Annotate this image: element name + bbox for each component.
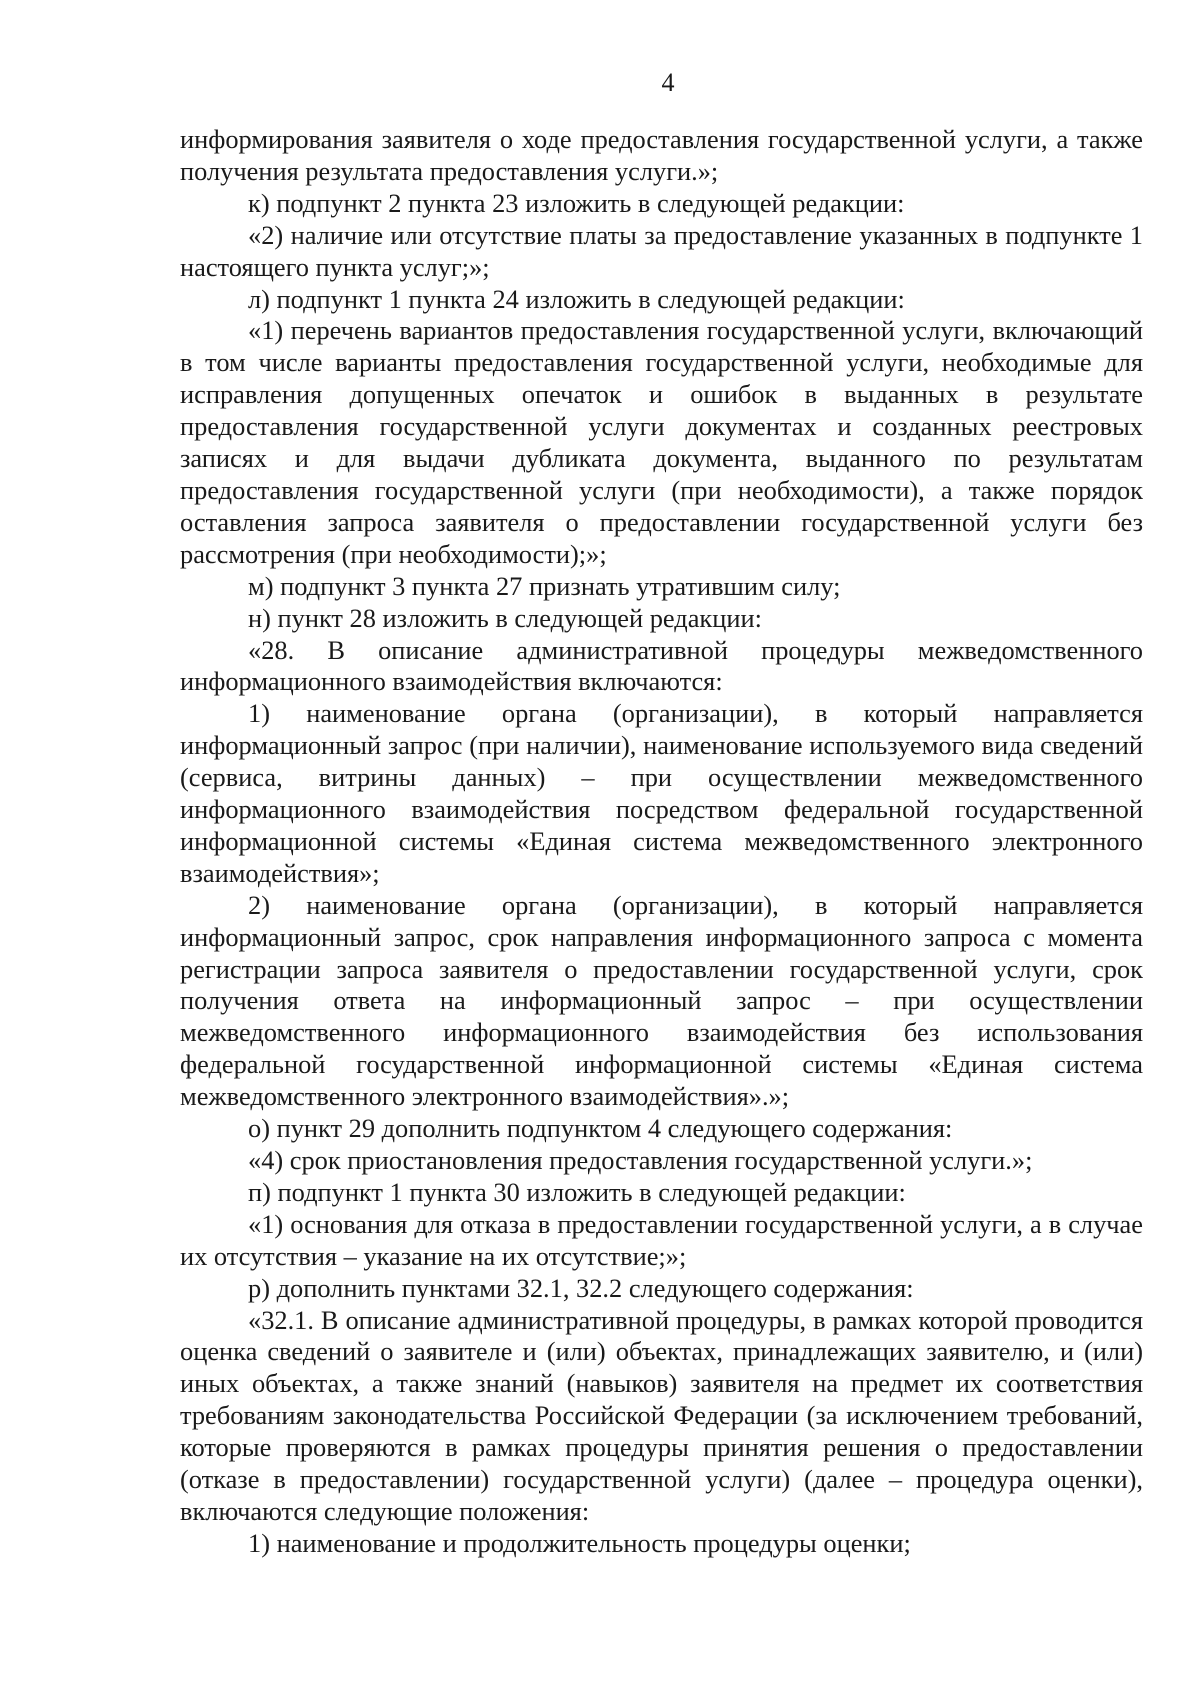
paragraph: н) пункт 28 изложить в следующей редакции: [248,602,762,633]
paragraph: 1) наименование органа (организации), в который направляется информационный запрос (при наличии), наименование используемого вида сведений (сервиса, витрины данных) – при осуществлении межведомственного информационного взаимодействия посредством федеральной государственной информационной системы «Единая система межведомственного электронного взаимодействия»; [180,698,1143,888]
paragraph: информирования заявителя о ходе предоставления государственной услуги, а также получения результата предоставления услуги.»; [180,124,1143,186]
paragraph: 1) наименование и продолжительность процедуры оценки; [248,1527,911,1558]
paragraph: «4) срок приостановления предоставления государственной услуги.»; [248,1145,1033,1175]
paragraph: п) подпункт 1 пункта 30 изложить в следующей редакции: [248,1176,906,1207]
document-body [180,124,1143,1560]
paragraph: 2) наименование органа (организации), в который направляется информационный запрос, срок направления информационного запроса с момента регистрации запроса заявителя о предоставлении государственной услуги, срок получения ответа на информационный запрос – при осуществлении межведомственного информационного взаимодействия без использования федеральной государственной информационной системы «Единая система межведомственного электронного взаимодействия».»; [180,889,1143,1112]
paragraph: к) подпункт 2 пункта 23 изложить в следующей редакции: [248,187,905,218]
paragraph: о) пункт 29 дополнить подпунктом 4 следующего содержания: [248,1113,953,1144]
paragraph: м) подпункт 3 пункта 27 признать утратившим силу; [248,570,841,601]
paragraph: «2) наличие или отсутствие платы за предоставление указанных в подпункте 1 настоящего пункта услуг;»; [180,219,1143,282]
paragraph: л) подпункт 1 пункта 24 изложить в следующей редакции: [248,283,905,314]
paragraph: «1) основания для отказа в предоставлении государственной услуги, а в случае их отсутствия – указание на их отсутствие;»; [180,1208,1143,1271]
page-number: 4 [661,68,675,97]
paragraph: «28. В описание административной процедуры межведомственного информационного взаимодействия включаются: [180,634,1143,697]
paragraph: «32.1. В описание административной процедуры, в рамках которой проводится оценка сведений о заявителе и (или) объектах, принадлежащих заявителю, и (или) иных объектах, а также знаний (навыков) заявителя на предмет их соответствия требованиям законодательства Российской Федерации (за исключением требований, которые проверяются в рамках процедуры принятия решения о предоставлении (отказе в предоставлении) государственной услуги) (далее – процедура оценки), включаются следующие положения: [180,1304,1143,1526]
paragraph: р) дополнить пунктами 32.1, 32.2 следующего содержания: [248,1272,914,1303]
paragraph: «1) перечень вариантов предоставления государственной услуги, включающий в том числе варианты предоставления государственной услуги, необходимые для исправления допущенных опечаток и ошибок в выданных в результате предоставления государственной услуги документах и созданных реестровых записях и для выдачи дубликата документа, выданного по результатам предоставления государственной услуги (при необходимости), а также порядок оставления запроса заявителя о предоставлении государственной услуги без рассмотрения (при необходимости);»; [180,315,1143,569]
